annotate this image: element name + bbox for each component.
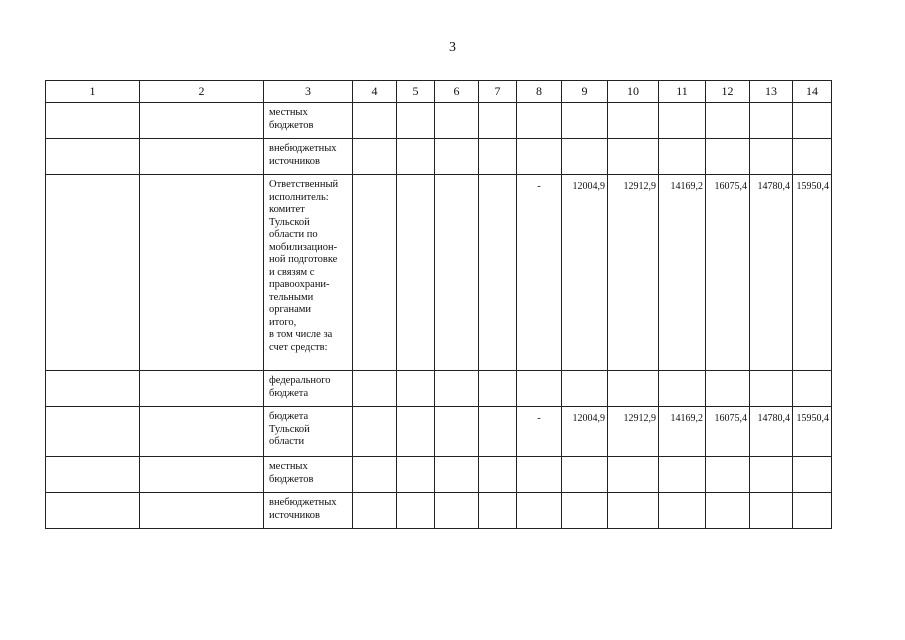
table-cell bbox=[706, 457, 750, 493]
table-cell bbox=[397, 139, 435, 175]
table-cell bbox=[397, 457, 435, 493]
column-header: 2 bbox=[140, 81, 264, 103]
table-cell bbox=[353, 407, 397, 457]
table-cell bbox=[435, 493, 479, 529]
table-cell bbox=[397, 175, 435, 371]
table-cell bbox=[517, 103, 562, 139]
row-description: бюджета Тульской области bbox=[264, 407, 353, 457]
table-cell bbox=[140, 139, 264, 175]
table-cell bbox=[479, 139, 517, 175]
table-cell: 16075,4 bbox=[706, 407, 750, 457]
table-cell bbox=[140, 175, 264, 371]
table-cell bbox=[706, 139, 750, 175]
header-row bbox=[46, 81, 832, 103]
table-row bbox=[46, 139, 832, 175]
table-row bbox=[46, 493, 832, 529]
table-cell bbox=[46, 407, 140, 457]
row-description: местных бюджетов bbox=[264, 103, 353, 139]
table-cell bbox=[479, 493, 517, 529]
table-cell: 14780,4 bbox=[750, 175, 793, 371]
table-cell bbox=[750, 139, 793, 175]
column-header: 6 bbox=[435, 81, 479, 103]
table-cell: 12912,9 bbox=[608, 175, 659, 371]
table-cell bbox=[517, 139, 562, 175]
table-cell bbox=[397, 103, 435, 139]
table-row bbox=[46, 175, 832, 371]
table-cell: 12004,9 bbox=[562, 407, 608, 457]
table-cell bbox=[46, 103, 140, 139]
table-cell: 14780,4 bbox=[750, 407, 793, 457]
page-number: 3 bbox=[449, 40, 456, 55]
table-cell: - bbox=[517, 175, 562, 371]
column-header: 11 bbox=[659, 81, 706, 103]
table-cell bbox=[435, 139, 479, 175]
table-cell bbox=[46, 457, 140, 493]
column-header: 7 bbox=[479, 81, 517, 103]
table-row bbox=[46, 371, 832, 407]
table-cell bbox=[353, 175, 397, 371]
table-cell bbox=[435, 103, 479, 139]
table-row bbox=[46, 457, 832, 493]
table-cell bbox=[706, 103, 750, 139]
table-cell bbox=[435, 175, 479, 371]
table-cell bbox=[46, 175, 140, 371]
table-cell bbox=[659, 493, 706, 529]
table-cell bbox=[397, 371, 435, 407]
table-cell bbox=[140, 457, 264, 493]
column-header: 13 bbox=[750, 81, 793, 103]
table-cell bbox=[353, 103, 397, 139]
table-cell bbox=[608, 457, 659, 493]
table-cell bbox=[479, 407, 517, 457]
table-cell bbox=[517, 493, 562, 529]
table-cell bbox=[517, 457, 562, 493]
table-cell: 12004,9 bbox=[562, 175, 608, 371]
table-cell bbox=[46, 139, 140, 175]
table-cell: 15950,4 bbox=[793, 175, 832, 371]
table-cell bbox=[793, 371, 832, 407]
table-cell bbox=[353, 139, 397, 175]
table-cell bbox=[793, 103, 832, 139]
table-cell bbox=[479, 175, 517, 371]
table-cell bbox=[353, 457, 397, 493]
table-cell bbox=[659, 457, 706, 493]
table-cell bbox=[397, 407, 435, 457]
column-header: 14 bbox=[793, 81, 832, 103]
table-cell bbox=[793, 139, 832, 175]
table-cell: 15950,4 bbox=[793, 407, 832, 457]
table-cell: 14169,2 bbox=[659, 175, 706, 371]
table-cell bbox=[517, 371, 562, 407]
row-description: Ответственный исполнитель: комитет Тульской области по мобилизацион- ной подготовке и связям с правоохрани- тельными органами итого, в том числе за счет средств: bbox=[264, 175, 353, 371]
table-cell bbox=[562, 371, 608, 407]
budget-table bbox=[45, 80, 832, 529]
table-cell bbox=[140, 493, 264, 529]
column-header: 8 bbox=[517, 81, 562, 103]
table-cell bbox=[479, 371, 517, 407]
table-cell bbox=[435, 407, 479, 457]
table-cell bbox=[608, 139, 659, 175]
table-cell bbox=[140, 407, 264, 457]
column-header: 4 bbox=[353, 81, 397, 103]
table-cell bbox=[562, 493, 608, 529]
column-header: 5 bbox=[397, 81, 435, 103]
table-cell bbox=[46, 371, 140, 407]
table-cell bbox=[750, 103, 793, 139]
table-cell bbox=[793, 457, 832, 493]
table-cell bbox=[706, 493, 750, 529]
table-cell bbox=[140, 103, 264, 139]
table-row bbox=[46, 407, 832, 457]
table-cell bbox=[659, 139, 706, 175]
table-cell bbox=[750, 493, 793, 529]
row-description: внебюджетных источников bbox=[264, 493, 353, 529]
table-cell bbox=[608, 103, 659, 139]
table-cell: 14169,2 bbox=[659, 407, 706, 457]
column-header: 12 bbox=[706, 81, 750, 103]
table-cell: 12912,9 bbox=[608, 407, 659, 457]
table-cell bbox=[608, 493, 659, 529]
table-cell bbox=[659, 371, 706, 407]
row-description: внебюджетных источников bbox=[264, 139, 353, 175]
table-cell bbox=[140, 371, 264, 407]
row-description: федерального бюджета bbox=[264, 371, 353, 407]
column-header: 1 bbox=[46, 81, 140, 103]
column-header: 9 bbox=[562, 81, 608, 103]
table-cell: - bbox=[517, 407, 562, 457]
table-cell bbox=[659, 103, 706, 139]
table-cell bbox=[706, 371, 750, 407]
table-cell bbox=[793, 493, 832, 529]
table-cell bbox=[479, 103, 517, 139]
column-header: 10 bbox=[608, 81, 659, 103]
table-cell bbox=[479, 457, 517, 493]
table-cell bbox=[562, 457, 608, 493]
row-description: местных бюджетов bbox=[264, 457, 353, 493]
table-cell bbox=[750, 371, 793, 407]
table-cell bbox=[46, 493, 140, 529]
table-cell bbox=[353, 371, 397, 407]
table-cell bbox=[435, 371, 479, 407]
table-cell bbox=[562, 139, 608, 175]
column-header: 3 bbox=[264, 81, 353, 103]
table-row bbox=[46, 103, 832, 139]
table-cell bbox=[750, 457, 793, 493]
table-cell bbox=[397, 493, 435, 529]
table-cell: 16075,4 bbox=[706, 175, 750, 371]
table-cell bbox=[608, 371, 659, 407]
table-cell bbox=[353, 493, 397, 529]
table-cell bbox=[435, 457, 479, 493]
table-cell bbox=[562, 103, 608, 139]
